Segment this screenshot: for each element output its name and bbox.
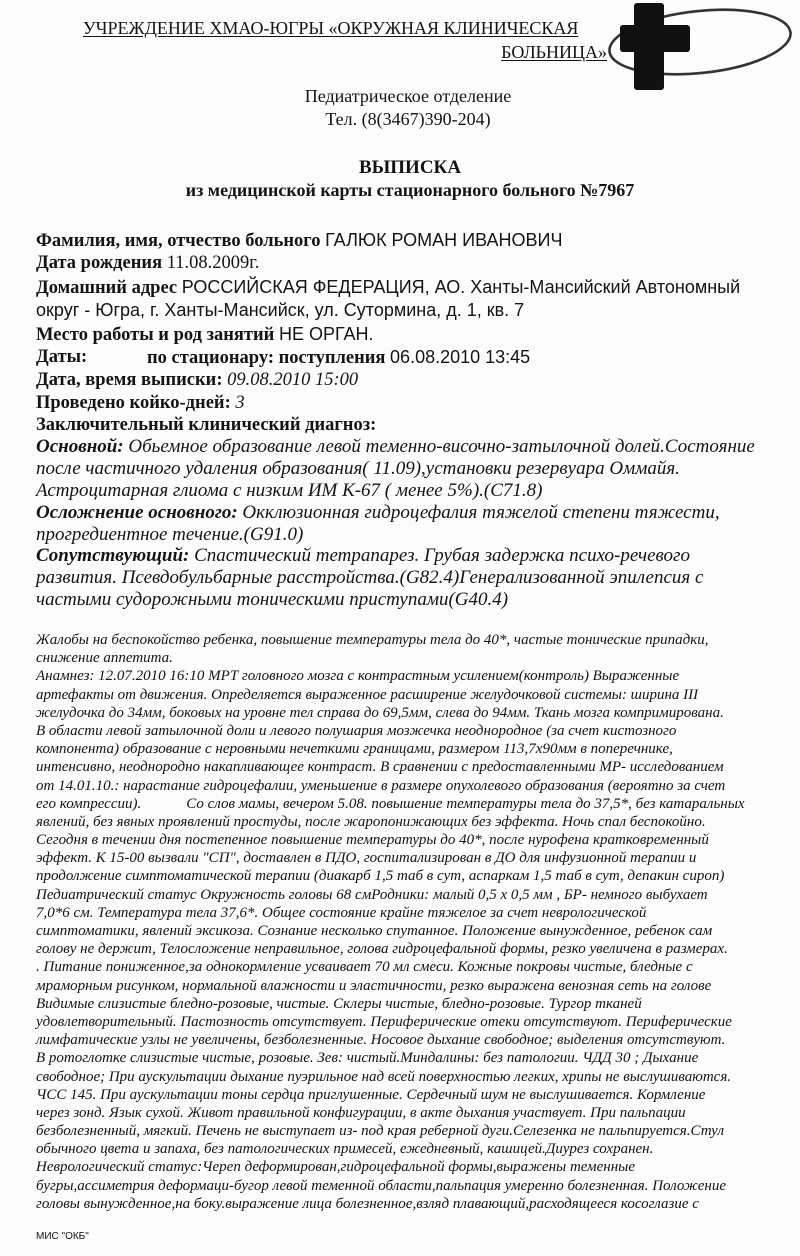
diagnosis-main-label: Основной: (36, 436, 124, 457)
red-cross-logo-icon (596, 0, 800, 96)
note-line: интенсивно, неоднородно накапливающее контраст. В сравнении с предоставленными МР- исследованием (36, 759, 724, 776)
address-row (36, 275, 740, 300)
patient-name-value: ГАЛЮК РОМАН ИВАНОВИЧ (325, 230, 563, 250)
address-label: Домашний адрес (36, 278, 178, 298)
note-line: Сегодня в течении дня постепенное повышение температуры до 40*, после нурофена кратковременный (36, 832, 709, 849)
department-phone: Тел. (8(3467)390-204) (325, 109, 491, 129)
birth-date-label: Дата рождения (36, 253, 163, 273)
diagnosis-main-row (36, 435, 755, 459)
patient-name-row (36, 228, 562, 253)
note-line: бугры,ассиметрия деформаци-бугор левой теменной области,пальпация умеренно болезненная. Положение (36, 1177, 727, 1194)
work-value: НЕ ОРГАН. (278, 324, 374, 344)
address-value-line-1: РОССИЙСКАЯ ФЕДЕРАЦИЯ, АО. Ханты-Мансийский Автономный (181, 277, 741, 297)
note-line: продолжение симптоматической терапии (диакарб 1,5 таб в сут, аспаркам 1,5 таб в сут, депакин сироп) (36, 868, 725, 885)
admission-value: 06.08.2010 13:45 (390, 347, 531, 367)
birth-date-value: 11.08.2009г. (166, 253, 260, 273)
note-line: лимфатические узлы не увеличены, безболезненные. Носовое дыхание свободное; выделения отсутствуют. (36, 1032, 726, 1049)
birth-date-row (36, 251, 259, 275)
footer-system-label: МИС "ОКБ" (36, 1231, 89, 1242)
note-line: головы вынужденное,на боку.выражение лица болезненное,взляд плавающий,расходящееся косоглазие с (36, 1195, 699, 1212)
diagnosis-main-text: Обьемное образование левой теменно-височно-затылочной долей.Состояние (128, 436, 755, 457)
patient-name-label: Фамилия, имя, отчество больного (36, 231, 321, 251)
institution-name-line-2: БОЛЬНИЦА» (501, 42, 607, 62)
bed-days-value: 3 (235, 393, 245, 413)
discharge-label: Дата, время выписки: (36, 370, 223, 390)
clinical-notes (36, 631, 745, 1213)
diagnosis-heading: Заключительный клинический диагноз: (36, 415, 377, 435)
note-line: явлений, без явных проявлений простуды, после жаропонижающих без эффекта. Ночь спал беспокойно. (36, 813, 706, 830)
diagnosis-main-text: Астроцитарная глиома с низким ИМ К-67 ( менее 5%).(C71.8) (36, 480, 543, 501)
department-name: Педиатрическое отделение (304, 86, 512, 106)
note-line: желудочка до 34мм, боковых на уровне тел справа до 69,5мм, слева до 94мм. Ткань мозга компримирована. (36, 704, 724, 721)
dates-label: Даты: (36, 347, 88, 367)
discharge-row (36, 368, 358, 392)
note-line: эффект. К 15-00 вызвали "СП", доставлен в ПДО, госпитализирован в ДО для инфузионной терапии и (36, 850, 697, 867)
admission-row (147, 345, 530, 370)
work-label: Место работы и род занятий (36, 325, 275, 345)
address-value-line-2: округ - Югра, г. Ханты-Мансийск, ул. Сутормина, д. 1, кв. 7 (36, 300, 525, 320)
note-line: мраморным рисунком, нормальной влажности и эластичности, резко выражена венозная сеть на голове (36, 977, 712, 994)
diagnosis-concomitant-text: Спастический тетрапарез. Грубая задержка психо-речевого (194, 545, 690, 566)
note-line: обычного цвета и запаха, без патологических примесей, ежедневный, кашицей.Диурез сохранен. (36, 1141, 654, 1158)
diagnosis-main-text: после частичного удаления образования( 11.09),установки резервуара Оммайя. (36, 458, 680, 479)
note-line: артефакты от движения. Определяется выраженное расширение желудочковой системы: ширина III (36, 686, 699, 703)
note-line: голову не держит, Телосложение неправильное, голова гидроцефальной формы, резко увеличена в размерах. (36, 941, 728, 958)
note-line: свободное; При аускультации дыхание пуэрильное над всей поверхностью легких, хрипы не выслушиваются. (36, 1068, 732, 1085)
institution-name-line-1: УЧРЕЖДЕНИЕ ХМАО-ЮГРЫ «ОКРУЖНАЯ КЛИНИЧЕСКАЯ (83, 18, 579, 38)
note-line: Видимые слизистые бледно-розовые, чистые. Склеры чистые, бледно-розовые. Тургор тканей (36, 995, 642, 1012)
document-subtitle: из медицинской карты стационарного больного №7967 (185, 180, 635, 200)
bed-days-label: Проведено койко-дней: (36, 393, 231, 413)
note-line: Анамнез: 12.07.2010 16:10 МРТ головного мозга с контрастным усилением(контроль) Выраженные (36, 668, 680, 685)
diagnosis-concomitant-text: частыми судорожными тоническими приступами(G40.4) (36, 589, 509, 610)
note-line: 7,0*6 см. Температура тела 37,6*. Общее состояние крайне тяжелое за счет неврологической (36, 904, 647, 921)
note-line: через зонд. Язык сухой. Живот правильной конфигурации, в акте дыхания участвует. При пальпации (36, 1104, 686, 1121)
note-line: В области левой затылочной доли и левого полушария мозжечка неоднородное (за счет кистозного (36, 722, 677, 739)
diagnosis-complication-label: Осложнение основного: (36, 502, 238, 523)
diagnosis-complication-text: Окклюзионная гидроцефалия тяжелой степени тяжести, (242, 502, 720, 523)
discharge-value: 09.08.2010 15:00 (227, 370, 359, 390)
note-line: Педиатрический статус Окружность головы 68 смРодники: малый 0,5 х 0,5 мм , БР- немного выбухает (36, 886, 708, 903)
note-line: ЧСС 145. При аускультации тоны сердца приглушенные. Сердечный шум не выслушивается. Кормление (36, 1086, 706, 1103)
diagnosis-complication-text: прогредиентное течение.(G91.0) (36, 524, 304, 545)
diagnosis-concomitant-text: развития. Псевдобульбарные расстройства.(G82.4)Генерализованной эпилепсия с (36, 567, 704, 588)
admission-label: по стационару: поступления (147, 348, 386, 368)
diagnosis-concomitant-label: Сопутствующий: (36, 545, 190, 566)
note-line: Неврологический статус:Череп деформирован,гидроцефальной формы,выражены теменные (36, 1159, 635, 1176)
note-line: . Питание пониженное,за однокормление усваивает 70 мл смеси. Кожные покровы чистые, бледные с (36, 959, 693, 976)
note-line: безболезненный, мягкий. Печень не выступает из- под края реберной дуги.Селезенка не пальпируется.Стул (36, 1123, 724, 1140)
note-line: удовлетворительный. Пастозность отсутствует. Периферические отеки отсутствуют. Периферические (36, 1013, 732, 1030)
work-row (36, 322, 374, 347)
note-line: снижение аппетита. (36, 650, 173, 667)
note-line: В ротоглотке слизистые чистые, розовые. Зев: чистый.Миндалины: без патологии. ЧДД 30 ; Дыхание (36, 1050, 699, 1067)
document-title: ВЫПИСКА (358, 157, 462, 178)
diagnosis-concomitant-row (36, 544, 690, 568)
note-line: симптоматики, явлений эксикоза. Сознание несколько спутанное. Положение вынужденное, ребенок сам (36, 923, 713, 939)
note-line: его компрессии). Со слов мамы, вечером 5.08. повышение температуры тела до 37,5*, без катаральных (36, 795, 745, 812)
diagnosis-complication-row (36, 501, 720, 525)
note-line: Жалобы на беспокойство ребенка, повышение температуры тела до 40*, частые тонические припадки, (36, 632, 709, 648)
bed-days-row (36, 391, 245, 415)
note-line: компонента) образование с неровными нечеткими границами, размером 113,7x90мм в поперечнике, (36, 741, 673, 758)
note-line: от 14.01.10.: нарастание гидроцефалии, уменьшение в размере опухолевого образования (вероятно за счет (36, 777, 726, 794)
